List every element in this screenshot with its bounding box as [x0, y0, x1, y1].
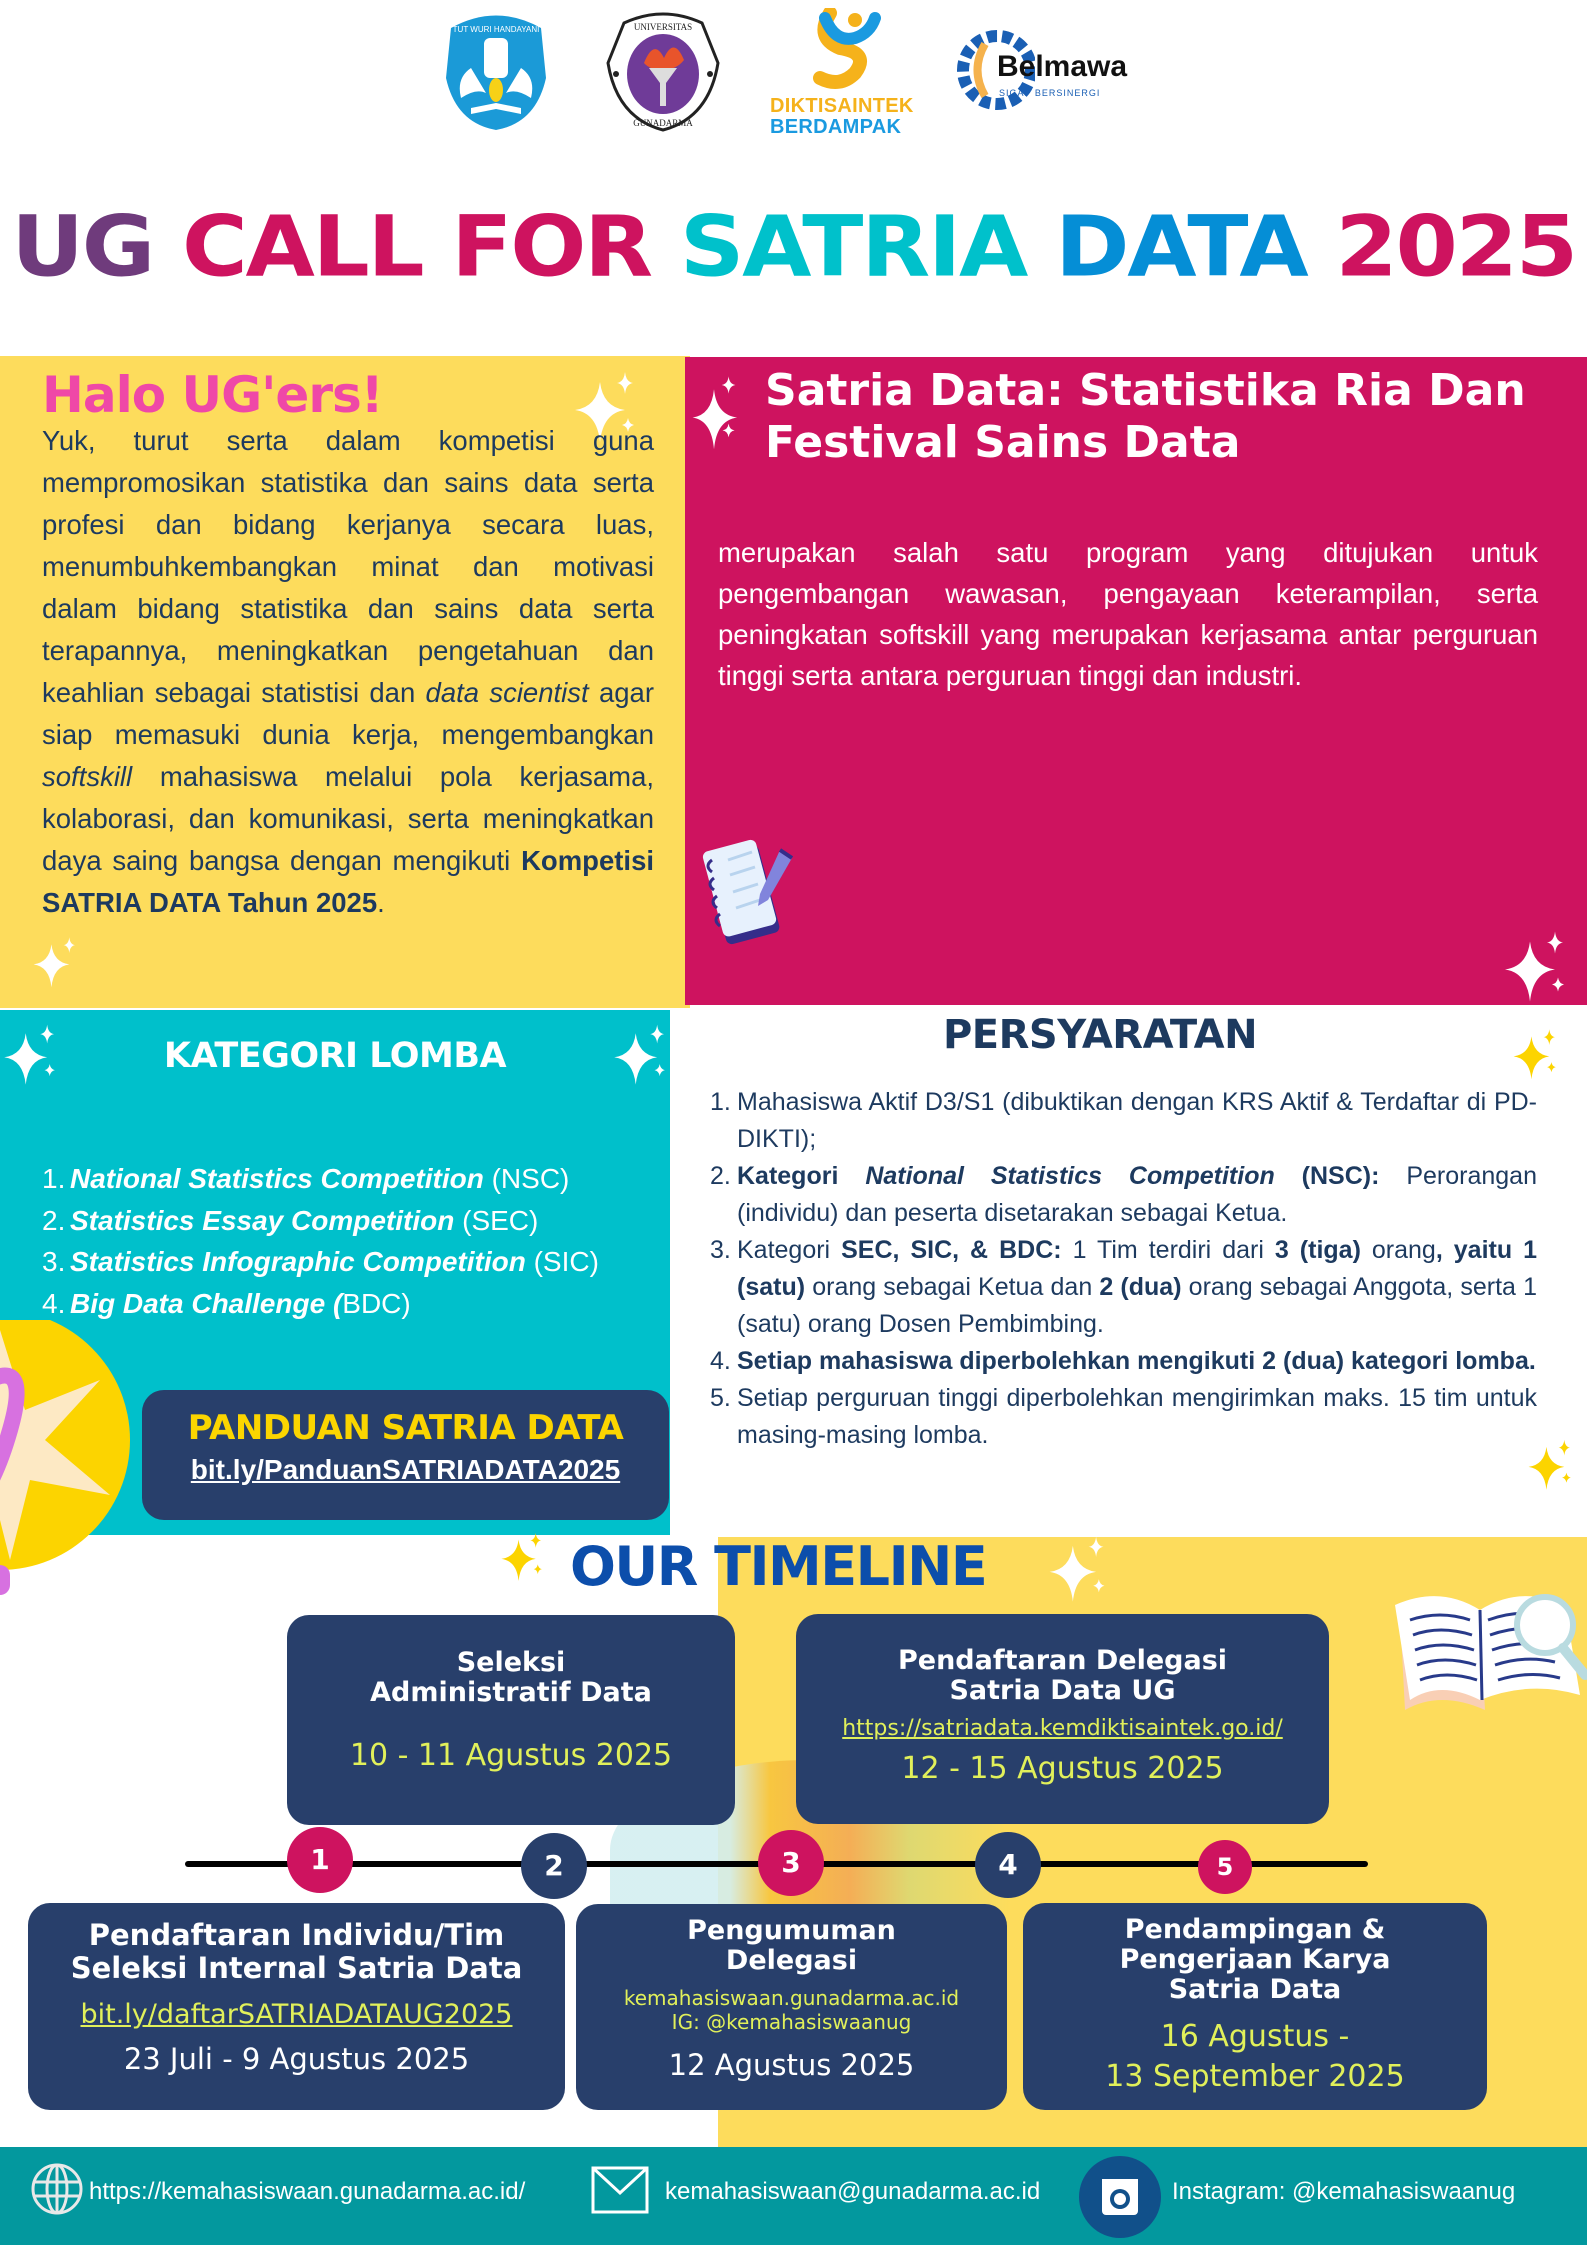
requirement-text: 2 (dua)	[1099, 1273, 1182, 1301]
requirement-num: 4.	[710, 1347, 731, 1375]
intro-text	[42, 420, 654, 924]
card-title: Pendaftaran Delegasi	[897, 1645, 1228, 1676]
svg-text:GUNADARMA: GUNADARMA	[633, 118, 693, 128]
greeting-heading: Halo UG'ers!	[42, 366, 383, 424]
category-item	[42, 1283, 599, 1325]
email-icon	[590, 2165, 650, 2215]
requirements-title: PERSYARATAN	[942, 1012, 1258, 1058]
category-num: 1.	[42, 1163, 66, 1194]
page-title	[0, 197, 1587, 296]
card-title: Pengumuman	[687, 1915, 896, 1946]
card-info: kemahasiswaan.gunadarma.ac.id	[623, 1986, 960, 2010]
requirement-text: , yaitu 1 (satu)	[737, 1236, 1538, 1301]
timeline-card-pendaftaran-individu	[28, 1903, 565, 2110]
category-code: (SIC)	[525, 1246, 599, 1277]
intro-text-italic: data scientist	[425, 677, 589, 708]
categories-title: KATEGORI LOMBA	[163, 1036, 507, 1076]
requirement-text: Kategori	[737, 1236, 842, 1264]
guide-box	[142, 1390, 669, 1520]
requirement-num: 1.	[710, 1088, 731, 1116]
lightbulb-icon	[0, 1320, 140, 1610]
card-date: 12 Agustus 2025	[668, 2048, 915, 2082]
sparkle-icon	[690, 375, 750, 455]
tut-wuri-handayani-logo	[436, 8, 556, 133]
card-title: Pendaftaran Individu/Tim	[88, 1918, 505, 1952]
requirement-item	[710, 1380, 1537, 1454]
requirement-text: orang sebagai Ketua dan	[805, 1273, 1100, 1301]
requirement-text: Mahasiswa Aktif D3/S1 (dibuktikan dengan KRS Aktif & Terdaftar di PD-DIKTI);	[737, 1088, 1537, 1153]
categories-list	[42, 1158, 599, 1324]
intro-text-part: Yuk, turut serta dalam kompetisi guna mempromosikan statistika dan sains data serta profesi dan bidang kerjanya secara luas, menumbuhkembangkan minat dan motivasi dalam bidang statistika dan sains data serta terapannya, meningkatkan pengetahuan dan keahlian sebagai statistisi dan	[42, 425, 654, 708]
category-item	[42, 1158, 599, 1200]
open-book-magnifier-icon	[1380, 1570, 1587, 1720]
about-description: merupakan salah satu program yang ditujukan untuk pengembangan wawasan, pengayaan keterampilan, serta peningkatan softskill yang merupakan kerjasama antar perguruan tinggi serta antara perguruan tinggi dan industri.	[718, 537, 1538, 691]
requirement-text: Kategori	[737, 1162, 866, 1190]
diktisaintek-logo	[765, 8, 925, 143]
title-data: DATA	[1055, 197, 1307, 296]
sparkle-icon	[1045, 1535, 1110, 1605]
category-code: (NSC)	[483, 1163, 570, 1194]
card-date: 13 September 2025	[1105, 2059, 1405, 2094]
requirement-item	[710, 1084, 1537, 1158]
intro-text-part: agar siap memasuki dunia kerja, mengembangkan	[42, 677, 654, 750]
guide-title: PANDUAN SATRIA DATA	[187, 1408, 624, 1448]
title-call-for: CALL FOR	[181, 197, 651, 296]
requirement-item	[710, 1232, 1537, 1343]
requirement-text: Perorangan (individu) dan peserta disetarakan sebagai Ketua.	[737, 1162, 1537, 1227]
card-title: Delegasi	[725, 1945, 858, 1976]
diktisaintek-line1: DIKTISAINTEK	[770, 95, 914, 117]
about-title: Satria Data: Statistika Ria Dan Festival Sains Data	[765, 365, 1526, 468]
timeline-card-seleksi-administratif	[287, 1615, 735, 1825]
category-name: Statistics Essay Competition	[70, 1204, 455, 1236]
timeline-step-1: 1	[287, 1827, 353, 1893]
requirement-item	[710, 1158, 1537, 1232]
card-title: Seleksi Internal Satria Data	[70, 1951, 523, 1985]
timeline-card-pengumuman-delegasi	[576, 1904, 1007, 2110]
footer-email-link[interactable]: kemahasiswaan@gunadarma.ac.id	[665, 2178, 1041, 2205]
card-title: Seleksi	[456, 1647, 566, 1678]
title-year: 2025	[1335, 197, 1576, 296]
timeline-card-pendaftaran-delegasi	[796, 1614, 1329, 1824]
category-name: Big Data Challenge (	[70, 1287, 343, 1319]
intro-text-part: .	[377, 887, 385, 918]
card-info: IG: @kemahasiswaanug	[671, 2010, 912, 2034]
daftar-link[interactable]: bit.ly/daftarSATRIADATAUG2025	[80, 1999, 513, 2030]
card-title: Satria Data	[1168, 1974, 1342, 2005]
category-name: National Statistics Competition	[70, 1163, 484, 1194]
satriadata-link[interactable]: https://satriadata.kemdiktisaintek.go.id/	[842, 1716, 1283, 1741]
requirement-text: 3 (tiga)	[1274, 1236, 1361, 1264]
intro-text-bold: Kompetisi SATRIA DATA Tahun 2025	[42, 845, 654, 918]
title-satria: SATRIA	[679, 197, 1027, 296]
intro-text-part: mahasiswa melalui pola kerjasama, kolaborasi, dan komunikasi, serta meningkatkan daya saing bangsa dengan mengikuti	[42, 761, 654, 876]
card-title: Pengerjaan Karya	[1119, 1944, 1391, 1975]
sparkle-icon	[1510, 1025, 1560, 1085]
belmawa-tagline: SIGAP BERSINERGI	[999, 88, 1101, 98]
intro-text-italic: softskill	[42, 761, 133, 792]
footer-website-link[interactable]: https://kemahasiswaan.gunadarma.ac.id/	[89, 2178, 526, 2205]
footer-instagram-link[interactable]: Instagram: @kemahasiswaanug	[1172, 2178, 1516, 2205]
category-code: BDC)	[342, 1287, 411, 1319]
notebook-pen-icon	[700, 830, 800, 950]
globe-icon	[30, 2162, 85, 2217]
sparkle-icon	[1525, 1438, 1575, 1493]
category-code: (SEC)	[454, 1204, 539, 1236]
requirements-list	[710, 1084, 1537, 1454]
card-date: 10 - 11 Agustus 2025	[349, 1738, 673, 1773]
card-title: Satria Data UG	[949, 1675, 1176, 1706]
timeline-title: OUR TIMELINE	[570, 1535, 987, 1598]
category-num: 2.	[42, 1204, 66, 1236]
instagram-icon	[1078, 2155, 1162, 2239]
requirement-item	[710, 1343, 1537, 1380]
sparkle-icon	[30, 928, 80, 998]
card-date: 12 - 15 Agustus 2025	[901, 1751, 1224, 1786]
diktisaintek-line2: BERDAMPAK	[770, 116, 902, 138]
timeline-step-2: 2	[521, 1833, 587, 1899]
timeline-step-4: 4	[975, 1832, 1041, 1898]
belmawa-name: Belmawa	[997, 50, 1128, 83]
card-title: Pendampingan &	[1124, 1914, 1386, 1945]
requirement-text: Setiap perguruan tinggi diperbolehkan mengirimkan maks. 15 tim untuk masing-masing lomba.	[737, 1384, 1537, 1449]
svg-text:TUT WURI HANDAYANI: TUT WURI HANDAYANI	[452, 25, 540, 34]
requirement-text: 1 Tim terdiri dari	[1061, 1236, 1275, 1264]
svg-text:UNIVERSITAS: UNIVERSITAS	[633, 22, 693, 32]
requirement-text: Setiap mahasiswa diperbolehkan mengikuti 2 (dua) kategori lomba.	[737, 1347, 1536, 1375]
category-item	[42, 1241, 599, 1283]
timeline-card-pendampingan	[1023, 1903, 1487, 2110]
category-name: Statistics Infographic Competition	[70, 1246, 526, 1277]
requirement-text: (NSC):	[1274, 1162, 1380, 1190]
requirement-text: orang sebagai Anggota, serta 1 (satu) orang Dosen Pembimbing.	[737, 1273, 1537, 1338]
card-date: 23 Juli - 9 Agustus 2025	[123, 2042, 470, 2076]
card-title: Administratif Data	[370, 1677, 652, 1708]
sparkle-icon	[1500, 930, 1570, 1005]
guide-link[interactable]: bit.ly/PanduanSATRIADATA2025	[190, 1454, 621, 1485]
card-date: 16 Agustus -	[1160, 2019, 1350, 2054]
requirement-num: 5.	[710, 1384, 731, 1412]
sparkle-icon	[498, 1530, 546, 1585]
requirement-text: National Statistics Competition	[865, 1162, 1275, 1190]
category-num: 4.	[42, 1287, 66, 1319]
gunadarma-logo	[604, 8, 722, 133]
title-ug: UG	[11, 197, 154, 296]
category-num: 3.	[42, 1246, 66, 1277]
timeline-step-3: 3	[758, 1830, 824, 1896]
requirement-text: SEC, SIC, & BDC:	[841, 1236, 1062, 1264]
category-item	[42, 1200, 599, 1242]
requirement-text: orang	[1360, 1236, 1436, 1264]
timeline-step-5: 5	[1198, 1840, 1252, 1894]
requirement-num: 3.	[710, 1236, 731, 1264]
belmawa-logo	[955, 22, 1135, 132]
requirement-num: 2.	[710, 1162, 731, 1190]
